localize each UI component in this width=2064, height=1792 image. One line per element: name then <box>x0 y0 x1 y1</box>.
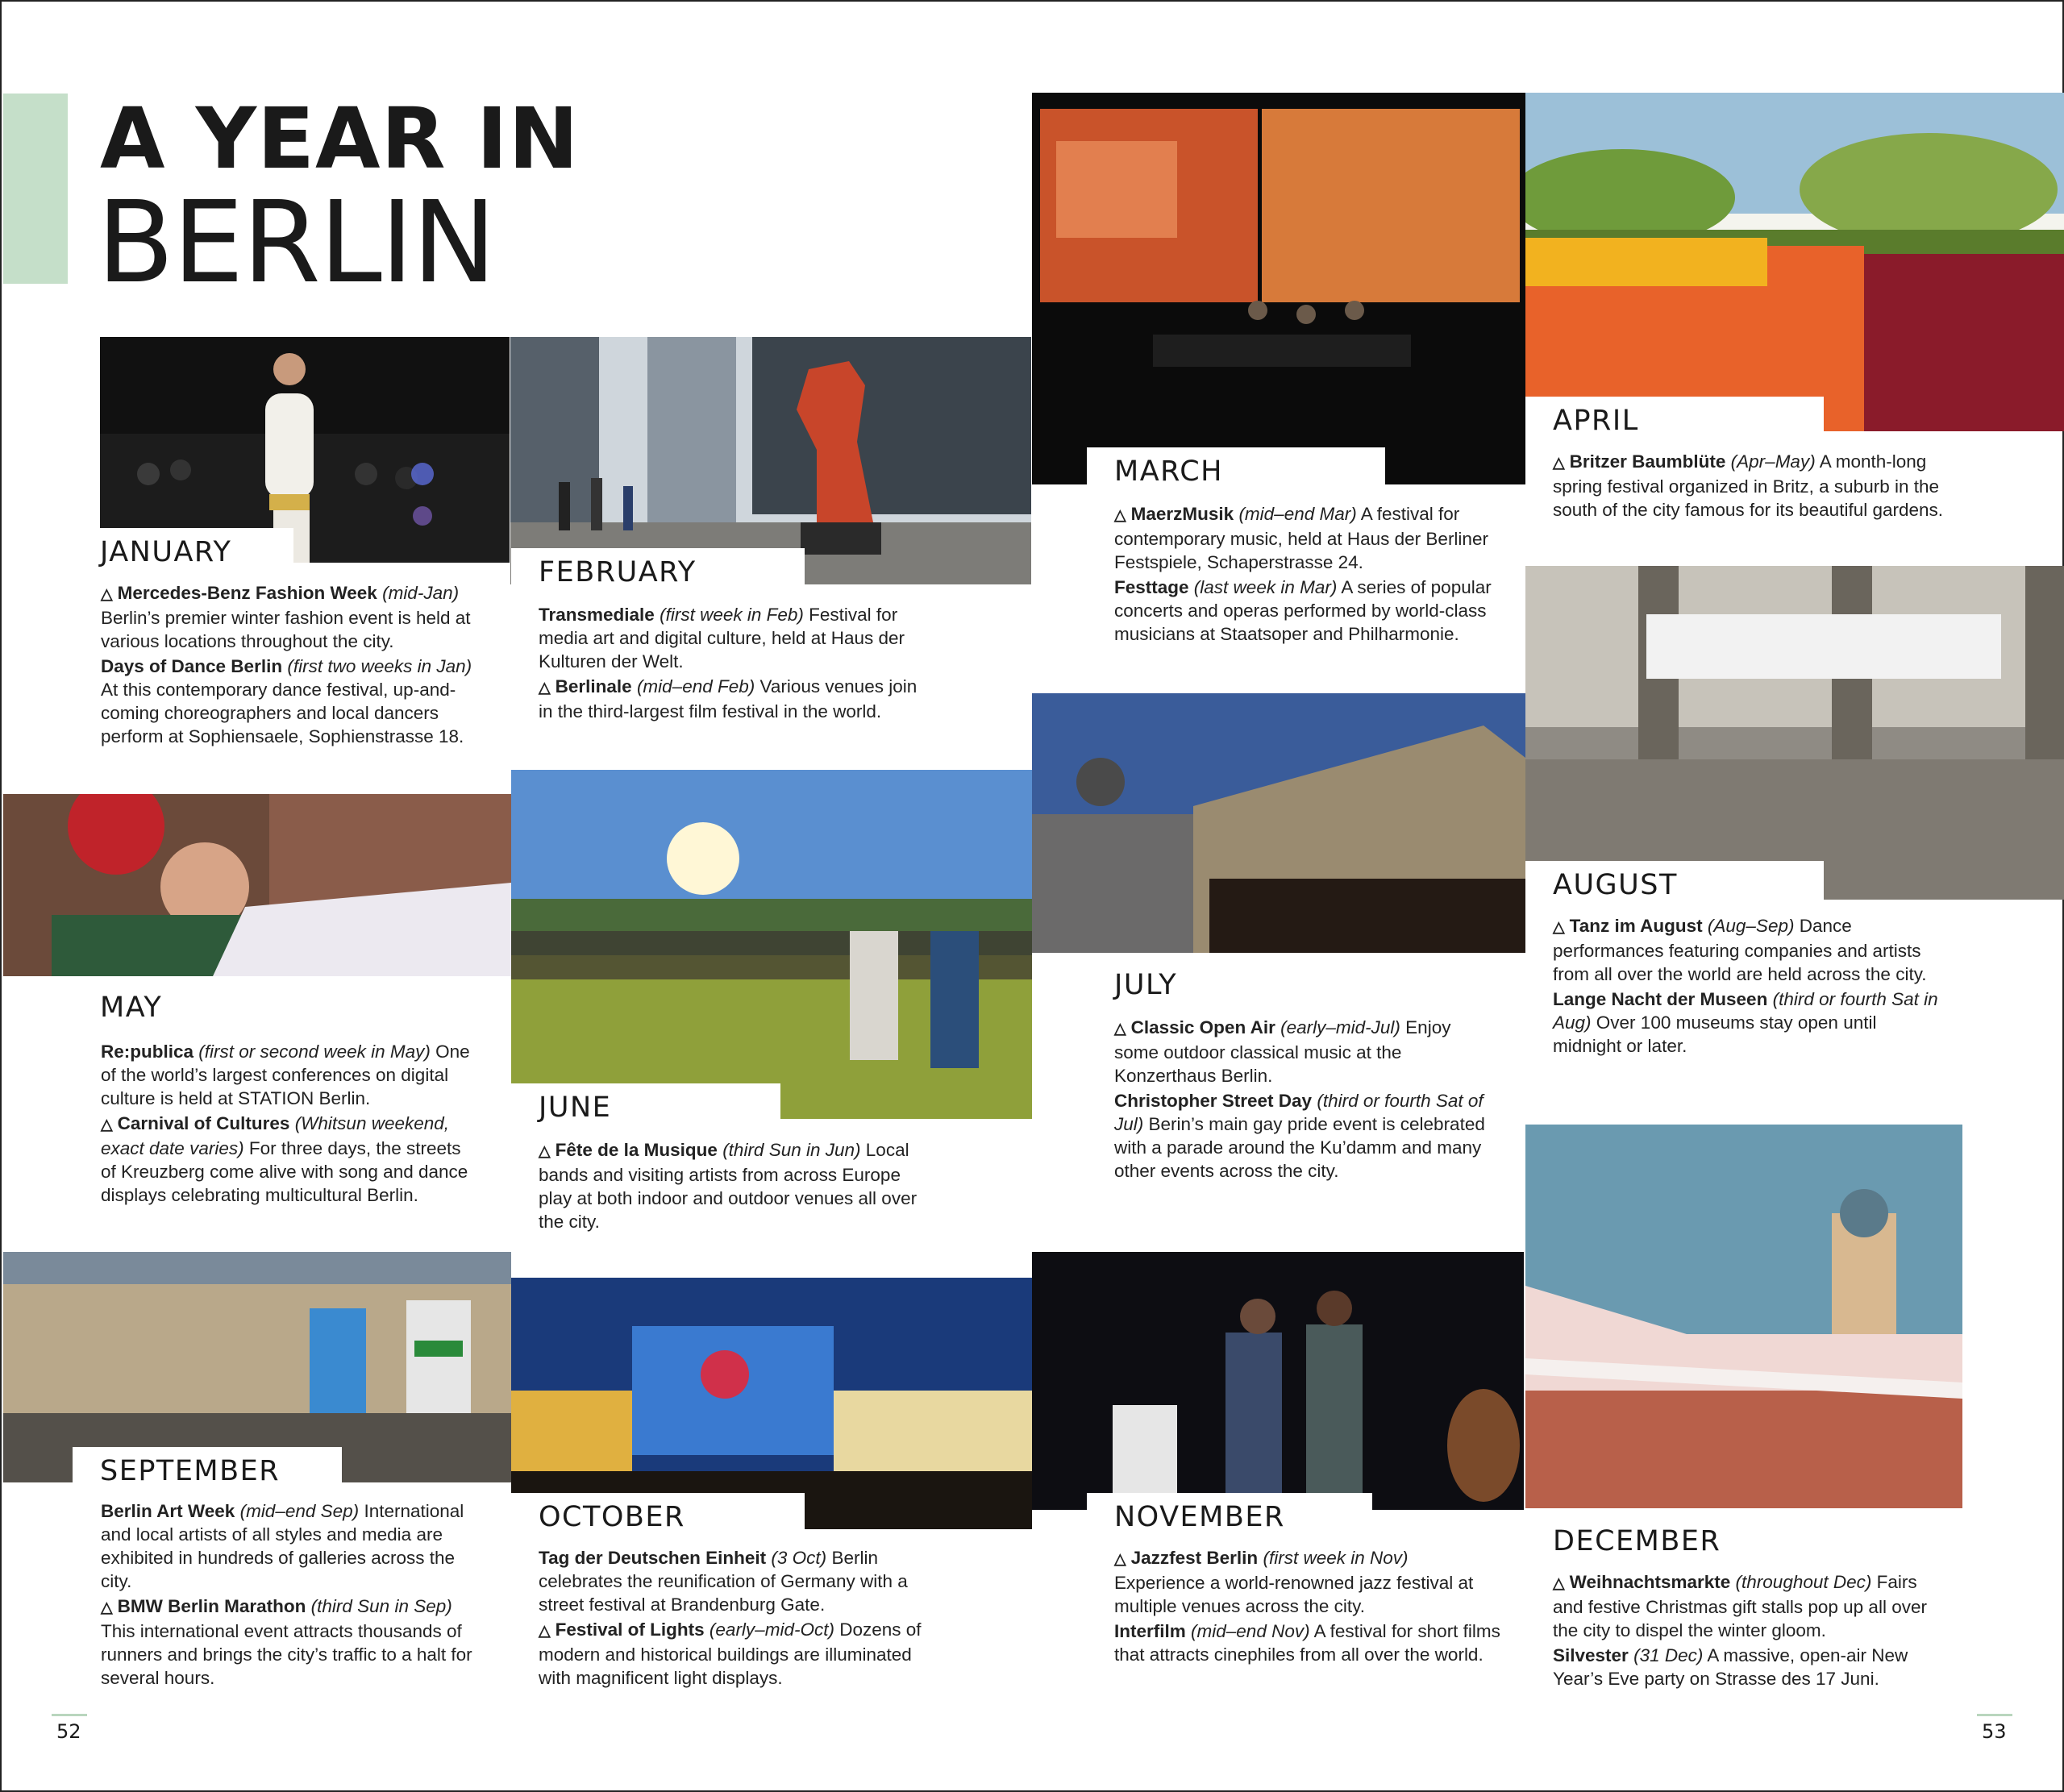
page-title-line1: A YEAR IN <box>100 89 580 188</box>
photo-tanz-im-august <box>1525 566 2064 900</box>
event-item: △ Britzer Baumblüte (Apr–May) A month-long spring festival organized in Britz, a suburb in the south of the city famous for its beautiful gardens. <box>1553 451 1944 520</box>
july-events <box>1114 1016 1493 1184</box>
title-accent-bar <box>3 94 68 284</box>
photo-maerzmusik <box>1032 93 1525 484</box>
triangle-icon: △ <box>539 680 551 696</box>
event-item: △ Festival of Lights (early–mid-Oct) Dozens of modern and historical buildings are illuminated with magnificent light displays. <box>539 1619 922 1688</box>
month-title-april: APRIL <box>1525 397 1824 437</box>
photo-berlinale <box>510 337 1031 584</box>
february-events <box>539 603 926 725</box>
photo-jazzfest <box>1032 1252 1524 1510</box>
event-item: Festtage (last week in Mar) A series of popular concerts and operas performed by world-class musicians at Staatsoper and Philharmonie. <box>1114 577 1492 644</box>
event-item: △ Classic Open Air (early–mid-Jul) Enjoy some outdoor classical music at the Konzerthaus Berlin. <box>1114 1017 1451 1086</box>
month-title-july: JULY <box>1087 961 1308 1001</box>
september-events <box>101 1499 480 1691</box>
event-item: △ Carnival of Cultures (Whitsun weekend, exact date varies) For three days, the streets of Kreuzberg come alive with song and dance displays celebrating multicultural Berlin. <box>101 1113 468 1205</box>
page-number-rule-right <box>1977 1714 2012 1716</box>
month-title-december: DECEMBER <box>1525 1517 1824 1557</box>
march-events <box>1114 502 1501 647</box>
october-events <box>539 1546 926 1691</box>
event-item: Interfilm (mid–end Nov) A festival for short films that attracts cinephiles from all over the world. <box>1114 1621 1500 1665</box>
page-number-left: 52 <box>56 1720 81 1743</box>
january-events <box>101 581 480 750</box>
photo-fete-musique <box>511 770 1032 1119</box>
event-item: Transmediale (first week in Feb) Festival for media art and digital culture, held at Haus der Kulturen der Welt. <box>539 605 905 671</box>
november-events <box>1114 1546 1501 1668</box>
month-title-january: JANUARY <box>73 528 293 568</box>
triangle-icon: △ <box>1114 1021 1126 1037</box>
event-item: △ Fête de la Musique (third Sun in Jun) Local bands and visiting artists from across Europe play at both indoor and outdoor venues all over the city. <box>539 1140 918 1232</box>
triangle-icon: △ <box>1553 919 1565 936</box>
photo-classic-open-air <box>1032 693 1525 953</box>
event-item: △ Weihnachtsmarkte (throughout Dec) Fairs and festive Christmas gift stalls pop up all over the city to dispel the winter gloom. <box>1553 1572 1927 1640</box>
month-title-march: MARCH <box>1087 447 1385 488</box>
photo-carnival <box>3 794 511 976</box>
photo-festival-of-lights <box>511 1278 1032 1529</box>
june-events <box>539 1138 926 1235</box>
page-number-rule-left <box>52 1714 87 1716</box>
month-title-february: FEBRUARY <box>511 548 805 588</box>
month-title-october: OCTOBER <box>511 1493 805 1533</box>
month-title-august: AUGUST <box>1525 861 1824 901</box>
triangle-icon: △ <box>101 1599 113 1616</box>
event-item: Lange Nacht der Museen (third or fourth Sat in Aug) Over 100 museums stay open until midnight or later. <box>1553 989 1938 1056</box>
event-item: △ Mercedes-Benz Fashion Week (mid-Jan) Berlin’s premier winter fashion event is held at various locations throughout the city. <box>101 583 471 651</box>
triangle-icon: △ <box>539 1623 551 1640</box>
december-events <box>1553 1570 1940 1692</box>
page-title-line2: BERLIN <box>97 177 495 309</box>
event-item: △ Jazzfest Berlin (first week in Nov) Experience a world-renowned jazz festival at multiple venues across the city. <box>1114 1548 1474 1616</box>
triangle-icon: △ <box>1114 1551 1126 1568</box>
month-title-november: NOVEMBER <box>1087 1493 1372 1533</box>
photo-tulips <box>1525 93 2064 431</box>
august-events <box>1553 914 1940 1059</box>
april-events <box>1553 450 1972 523</box>
event-item: △ Tanz im August (Aug–Sep) Dance performances featuring companies and artists from all over the world are held across the city. <box>1553 916 1927 984</box>
triangle-icon: △ <box>1114 507 1126 524</box>
may-events <box>101 1040 480 1208</box>
triangle-icon: △ <box>1553 1575 1565 1592</box>
event-item: Days of Dance Berlin (first two weeks in Jan) At this contemporary dance festival, up-and-coming choreographers and local dancers perform at Sophiensaele, Sophienstrasse 18. <box>101 656 472 746</box>
event-item: Tag der Deutschen Einheit (3 Oct) Berlin celebrates the reunification of Germany with a street festival at Brandenburg Gate. <box>539 1548 908 1615</box>
triangle-icon: △ <box>1553 455 1565 472</box>
event-item: Silvester (31 Dec) A massive, open-air New Year’s Eve party on Strasse des 17 Juni. <box>1553 1645 1908 1689</box>
month-title-september: SEPTEMBER <box>73 1447 342 1487</box>
event-item: △ BMW Berlin Marathon (third Sun in Sep) This international event attracts thousands of runners and brings the city’s traffic to a halt for several hours. <box>101 1596 472 1688</box>
event-item: Berlin Art Week (mid–end Sep) International and local artists of all styles and media are exhibited in hundreds of galleries across the city. <box>101 1501 464 1591</box>
page-number-right: 53 <box>1982 1720 2007 1743</box>
event-item: Re:publica (first or second week in May) One of the world’s largest conferences on digital culture is held at STATION Berlin. <box>101 1042 470 1108</box>
month-title-may: MAY <box>73 983 285 1024</box>
photo-weihnachtsmarkte <box>1525 1125 1962 1508</box>
month-title-june: JUNE <box>511 1083 780 1124</box>
triangle-icon: △ <box>101 1116 113 1133</box>
event-item: Christopher Street Day (third or fourth Sat of Jul) Berin’s main gay pride event is celebrated with a parade around the Ku’damm and many other events across the city. <box>1114 1091 1485 1181</box>
triangle-icon: △ <box>101 586 113 603</box>
triangle-icon: △ <box>539 1143 551 1160</box>
event-item: △ MaerzMusik (mid–end Mar) A festival for contemporary music, held at Haus der Berliner Festspiele, Schaperstrasse 24. <box>1114 504 1488 572</box>
event-item: △ Berlinale (mid–end Feb) Various venues join in the third-largest film festival in the world. <box>539 676 918 721</box>
